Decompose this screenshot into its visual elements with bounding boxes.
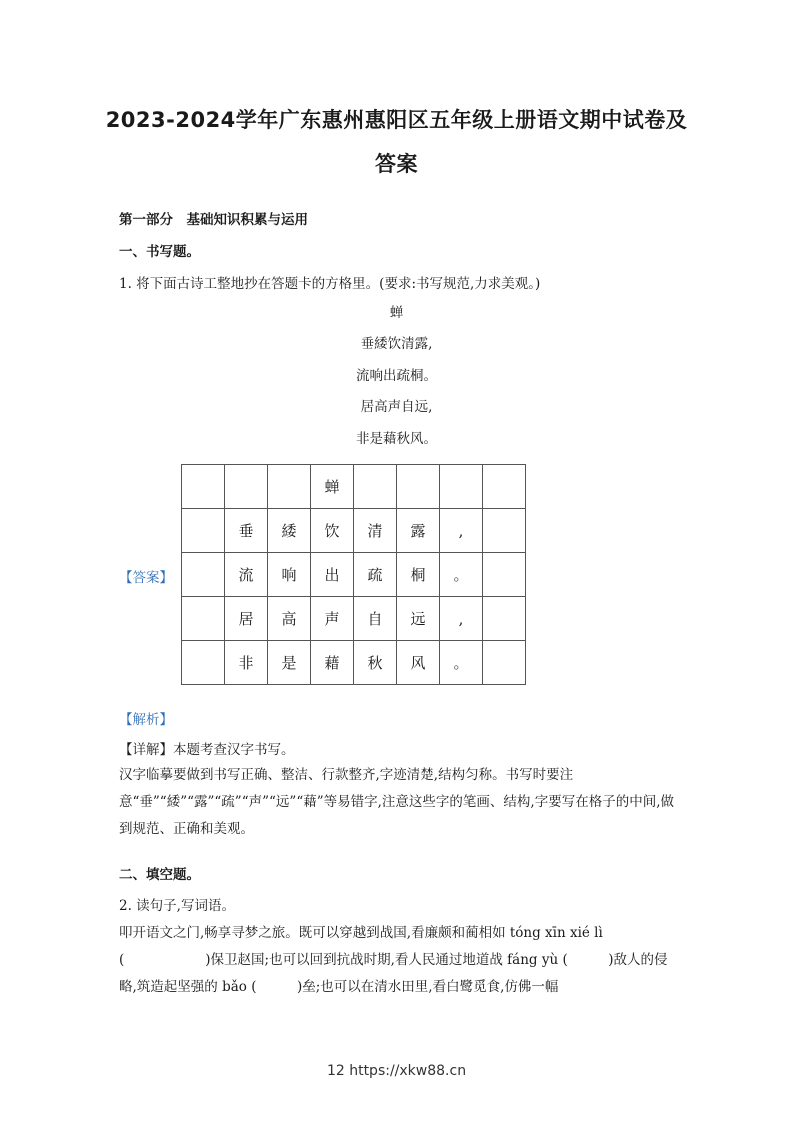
page-title: 2023-2024学年广东惠州惠阳区五年级上册语文期中试卷及答案 [105, 108, 688, 176]
grid-cell: 露 [397, 509, 440, 553]
grid-cell [225, 465, 268, 509]
question-2: 2. 读句子,写词语。 [119, 898, 235, 914]
grid-row [182, 465, 526, 509]
grid-row [182, 509, 526, 553]
grid-cell [268, 465, 311, 509]
grid-cell [483, 597, 526, 641]
grid-cell: 疏 [354, 553, 397, 597]
grid-cell: 居 [225, 597, 268, 641]
grid-cell: 饮 [311, 509, 354, 553]
question-1: 1. 将下面古诗工整地抄在答题卡的方格里。(要求:书写规范,力求美观。) [119, 276, 541, 292]
grid-cell: 藉 [311, 641, 354, 685]
grid-cell: 声 [311, 597, 354, 641]
grid-cell: 清 [354, 509, 397, 553]
question-2-text: 叩开语文之门,畅享寻梦之旅。既可以穿越到战国,看廉颇和蔺相如 tóng xīn xié lì ( )保卫赵国;也可以回到抗战时期,看人民通过地道战 fáng yù ( )敌人的侵略,筑造起坚强的 bǎo ( )垒;也可以在清水田里,看白鹭觅食,仿佛一幅 [119, 925, 668, 995]
grid-cell: 是 [268, 641, 311, 685]
grid-cell [182, 465, 225, 509]
poem-line: 居高声自远, [360, 399, 433, 415]
grid-cell [483, 553, 526, 597]
grid-cell: 远 [397, 597, 440, 641]
detail-text: 【详解】本题考查汉字书写。 [119, 742, 295, 758]
part-heading: 第一部分 基础知识积累与运用 [119, 212, 308, 228]
grid-cell: 秋 [354, 641, 397, 685]
grid-cell: 。 [440, 553, 483, 597]
grid-cell: 响 [268, 553, 311, 597]
grid-cell [397, 465, 440, 509]
grid-cell [440, 465, 483, 509]
grid-cell [182, 509, 225, 553]
grid-cell: , [440, 597, 483, 641]
explanation-text: 汉字临摹要做到书写正确、整洁、行款整齐,字迹清楚,结构匀称。书写时要注意“垂”“緌”“露”“疏”“声”“远”“藉”等易错字,注意这些字的笔画、结构,字要写在格子的中间,做到规范、正确和美观。 [119, 767, 674, 837]
poem-line: 非是藉秋风。 [356, 431, 437, 447]
section-heading-1: 一、书写题。 [119, 244, 200, 260]
answer-label: 【答案】 [119, 570, 173, 586]
grid-cell [483, 465, 526, 509]
grid-cell: 流 [225, 553, 268, 597]
grid-cell: 自 [354, 597, 397, 641]
poem-line: 流响出疏桐。 [356, 368, 437, 384]
grid-cell: 桐 [397, 553, 440, 597]
grid-cell: , [440, 509, 483, 553]
poem-line: 垂緌饮清露, [360, 336, 433, 352]
grid-cell: 蝉 [311, 465, 354, 509]
grid-cell: 緌 [268, 509, 311, 553]
grid-row [182, 553, 526, 597]
grid-cell [182, 553, 225, 597]
grid-cell: 出 [311, 553, 354, 597]
analysis-label: 【解析】 [119, 712, 173, 728]
section-heading-2: 二、填空题。 [119, 867, 200, 883]
grid-cell [483, 641, 526, 685]
grid-cell [182, 641, 225, 685]
poem-title: 蝉 [389, 305, 404, 321]
grid-cell: 高 [268, 597, 311, 641]
answer-grid [181, 464, 526, 685]
page-footer: 12 https://xkw88.cn [326, 1063, 467, 1079]
grid-cell [182, 597, 225, 641]
grid-cell [354, 465, 397, 509]
grid-row [182, 597, 526, 641]
grid-cell: 垂 [225, 509, 268, 553]
grid-cell: 非 [225, 641, 268, 685]
grid-cell [483, 509, 526, 553]
grid-cell: 。 [440, 641, 483, 685]
grid-cell: 风 [397, 641, 440, 685]
grid-row [182, 641, 526, 685]
